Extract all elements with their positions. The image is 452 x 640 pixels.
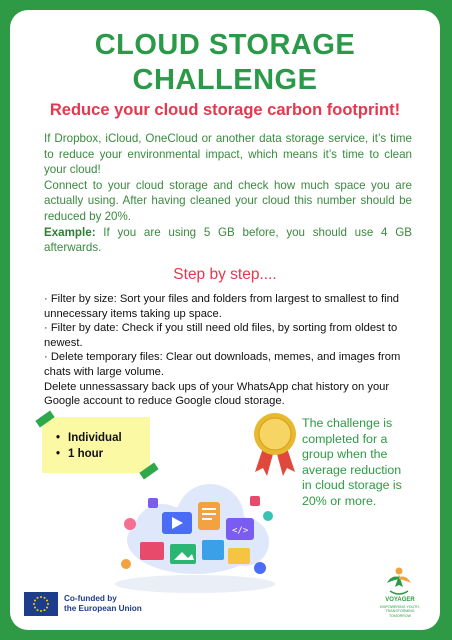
step-item: · Filter by date: Check if you still need old files, by sorting from oldest to newest.: [44, 322, 398, 349]
voyager-logo-icon: [384, 565, 414, 597]
sticky-note: [42, 417, 150, 473]
note-item-duration: • 1 hour: [68, 446, 150, 462]
intro-text: [44, 131, 412, 256]
eu-line-1: Co-funded by: [64, 594, 117, 603]
poster-page: [10, 10, 440, 630]
gold-medal-icon: [245, 410, 305, 480]
eu-text: [64, 594, 164, 614]
intro-paragraph-1: If Dropbox, iCloud, OneCloud or another data storage service, it’s time to reduce your environmental impact, which means it’s time to clean your cloud!: [44, 132, 412, 177]
intro-paragraph-2: Connect to your cloud storage and check how much space you are actually using. After having cleaned your cloud this number should be reduced by 20%.: [44, 178, 412, 223]
eu-flag-icon: [24, 592, 58, 616]
voyager-tag-line-3: TOMORROW: [388, 613, 412, 618]
voyager-tagline: [370, 605, 430, 618]
eu-cofunded-badge: [24, 592, 164, 620]
steps-heading: Step by step....: [173, 266, 277, 283]
example-paragraph: [44, 225, 412, 256]
voyager-tag-line-2: TRANSFORMING: [385, 609, 415, 614]
step-item: Delete unnessassary back ups of your WhatsApp chat history on your Google account to reduce Google cloud storage.: [44, 380, 390, 408]
subtitle: Reduce your cloud storage carbon footprint!: [49, 101, 401, 119]
page-title: [10, 28, 440, 98]
example-label: Example:: [44, 225, 96, 239]
voyager-tag-line-1: EMPOWERING YOUTH,: [380, 605, 420, 609]
title-line-2: CHALLENGE: [132, 64, 318, 96]
note-list: [42, 417, 150, 462]
eu-line-2: the European Union: [64, 604, 142, 613]
step-item: · Filter by size: Sort your files and folders from largest to smallest to find unnecessary items taking up space.: [44, 293, 400, 320]
example-text: If you are using 5 GB before, you should use 4 GB afterwards.: [44, 225, 412, 255]
voyager-logo: [370, 565, 430, 625]
note-item-type: • Individual: [68, 430, 150, 446]
title-line-1: CLOUD STORAGE: [94, 29, 356, 61]
step-item: · Delete temporary files: Clear out downloads, memes, and images from chats with large volume.: [44, 351, 401, 378]
steps-list: [44, 292, 414, 409]
svg-text:</>: </>: [232, 526, 249, 536]
cloud-storage-illustration: [100, 472, 290, 597]
completion-text: The challenge is completed for a group when the average reduction in cloud storage is 20% or more.: [302, 416, 402, 508]
voyager-name: VOYAGER: [385, 597, 415, 603]
